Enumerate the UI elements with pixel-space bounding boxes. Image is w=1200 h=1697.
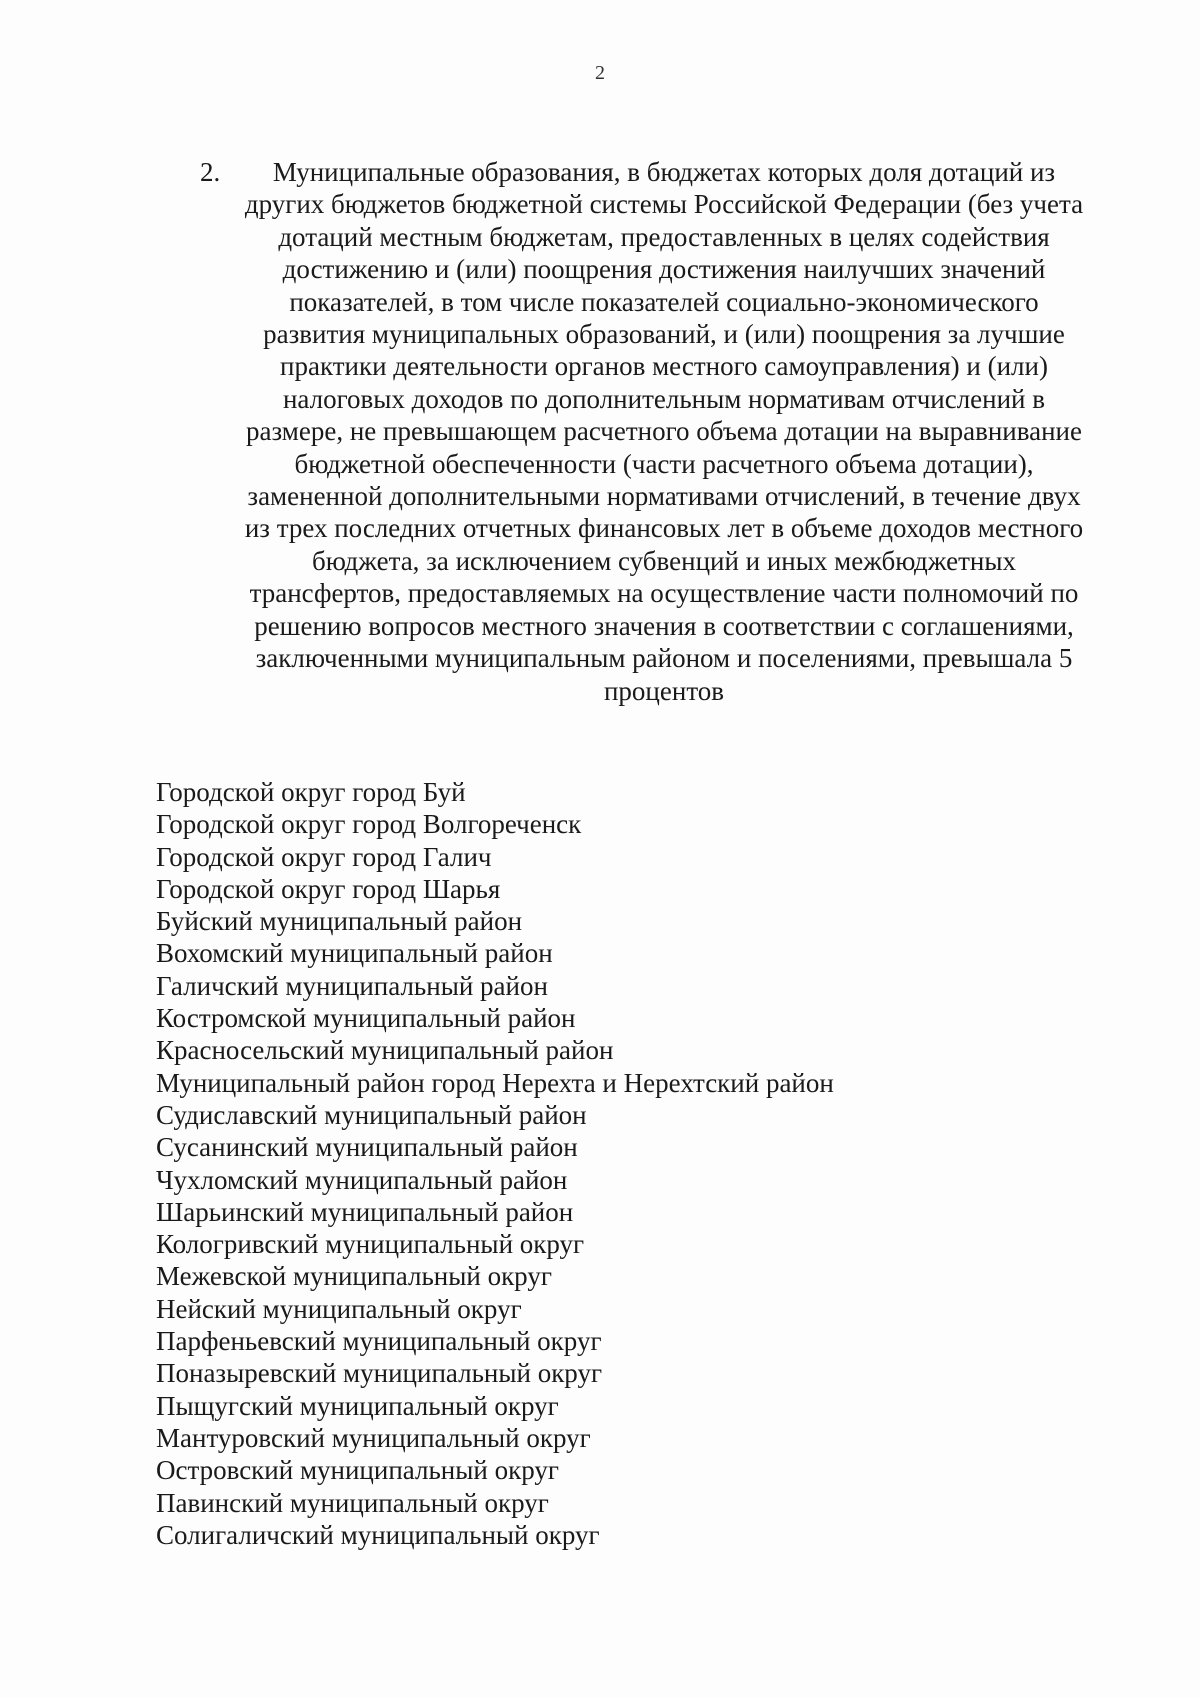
section-2 xyxy=(200,156,1090,707)
list-item: Нейский муниципальный округ xyxy=(156,1293,522,1324)
municipality-list xyxy=(156,776,1136,1551)
list-item: Городской округ город Шарья xyxy=(156,873,501,904)
list-item: Поназыревский муниципальный округ xyxy=(156,1358,603,1389)
list-item: Пыщугский муниципальный округ xyxy=(156,1390,559,1421)
list-item: Городской округ город Волгореченск xyxy=(156,809,582,840)
list-item: Чухломский муниципальный район xyxy=(156,1164,568,1195)
list-item: Шарьинский муниципальный район xyxy=(156,1196,574,1227)
list-item: Красносельский муниципальный район xyxy=(156,1035,614,1066)
section-number: 2. xyxy=(200,157,221,187)
list-item: Галичский муниципальный район xyxy=(156,970,548,1001)
list-item: Мантуровский муниципальный округ xyxy=(156,1422,591,1453)
list-item: Буйский муниципальный район xyxy=(156,906,523,937)
list-item: Солигаличский муниципальный округ xyxy=(156,1519,600,1550)
list-item: Костромской муниципальный район xyxy=(156,1003,576,1034)
list-item: Кологривский муниципальный округ xyxy=(156,1229,585,1260)
list-item: Островский муниципальный округ xyxy=(156,1455,559,1486)
list-item: Городской округ город Галич xyxy=(156,841,492,872)
list-item: Павинский муниципальный округ xyxy=(156,1487,549,1518)
list-item: Сусанинский муниципальный район xyxy=(156,1132,578,1163)
page-number: 2 xyxy=(595,62,605,84)
list-item: Городской округ город Буй xyxy=(156,777,466,807)
list-item: Межевской муниципальный округ xyxy=(156,1261,552,1292)
list-item: Вохомский муниципальный район xyxy=(156,938,553,969)
list-item: Муниципальный район город Нерехта и Нерехтский район xyxy=(156,1067,834,1098)
list-item: Парфеньевский муниципальный округ xyxy=(156,1326,602,1357)
list-item: Судиславский муниципальный район xyxy=(156,1099,587,1130)
section-heading-text: Муниципальные образования, в бюджетах которых доля дотаций из других бюджетов бюджетной системы Российской Федерации (без учета дотаций местным бюджетам, предоставленных в целях содействия достижению и (или) поощрения достижения наилучших значений показателей, в том числе показателей социально-экономического развития муниципальных образований, и (или) поощрения за лучшие практики деятельности органов местного самоуправления) и (или) налоговых доходов по дополнительным нормативам отчислений в размере, не превышающем расчетного объема дотации на выравнивание бюджетной обеспеченности (части расчетного объема дотации), замененной дополнительными нормативами отчислений, в течение двух из трех последних отчетных финансовых лет в объеме доходов местного бюджета, за исключением субвенций и иных межбюджетных трансфертов, предоставляемых на осуществление части полномочий по решению вопросов местного значения в соответствии с соглашениями, заключенными муниципальным районом и поселениями, превышала 5 процентов xyxy=(244,157,1084,706)
